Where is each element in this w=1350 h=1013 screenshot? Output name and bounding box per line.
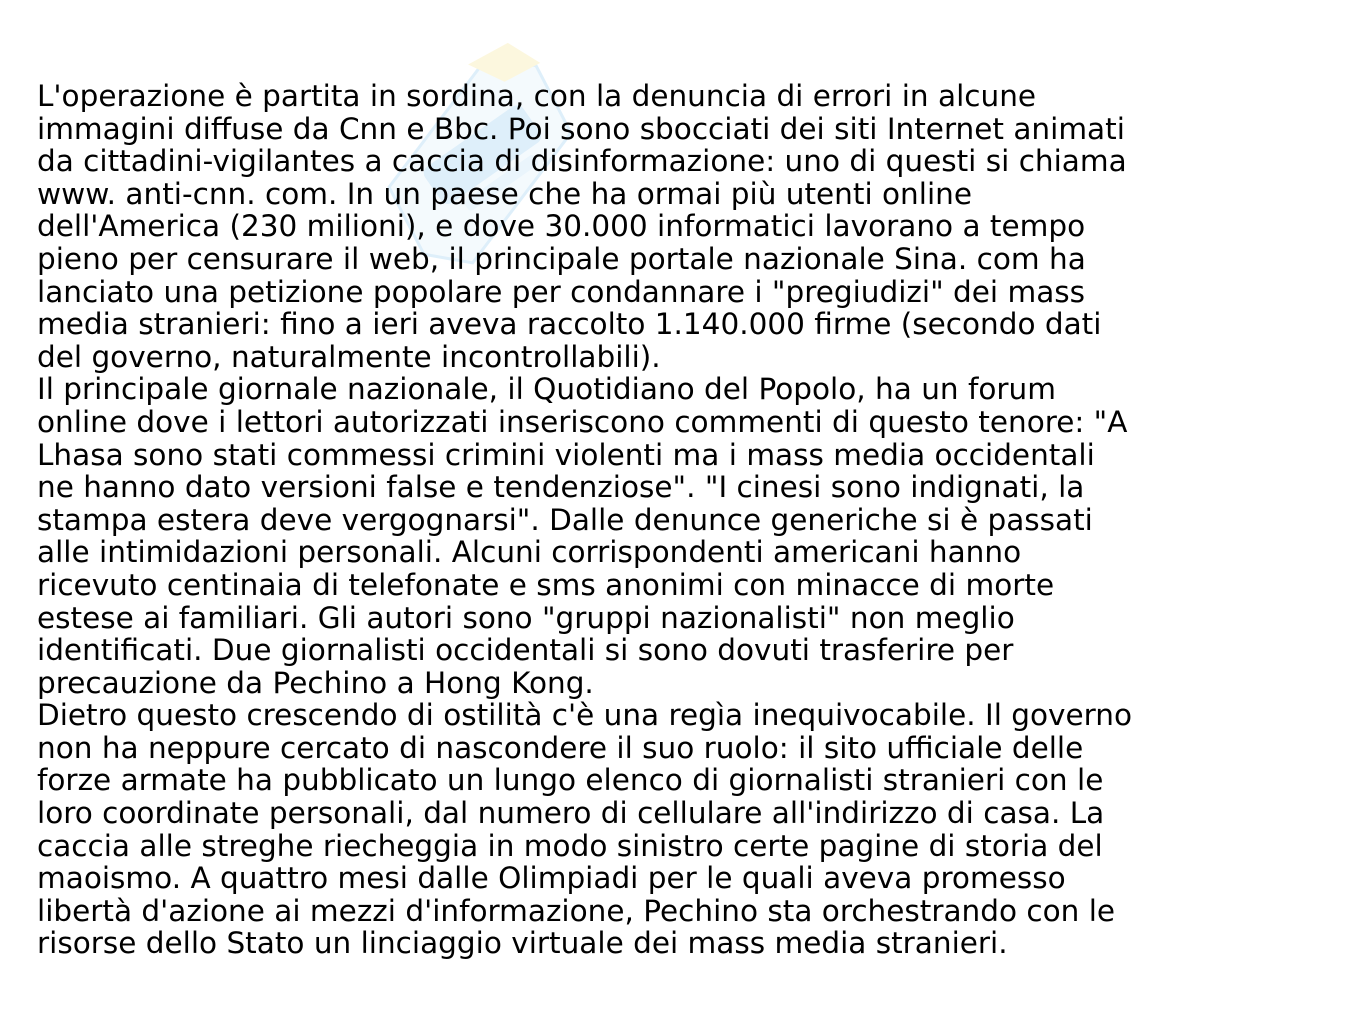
- article-text: [37, 80, 1327, 960]
- paragraph-2: Il principale giornale nazionale, il Quotidiano del Popolo, ha un forum online dove i lettori autorizzati inseriscono commenti di questo tenore: "A Lhasa sono stati commessi crimini violenti ma i mass media occidentali ne hanno dato versioni false e tendenziose". "I cinesi sono indignati, la stampa estera deve vergognarsi". Dalle denunce generiche si è passati alle intimidazioni personali. Alcuni corrispondenti americani hanno ricevuto centinaia di telefonate e sms anonimi con minacce di morte estese ai familiari. Gli autori sono "gruppi nazionalisti" non meglio identificati. Due giornalisti occidentali si sono dovuti trasferire per precauzione da Pechino a Hong Kong.: [37, 372, 1128, 700]
- paragraph-3: Dietro questo crescendo di ostilità c'è una regìa inequivocabile. Il governo non ha neppure cercato di nascondere il suo ruolo: il sito ufficiale delle forze armate ha pubblicato un lungo elenco di giornalisti stranieri con le loro coordinate personali, dal numero di cellulare all'indirizzo di casa. La caccia alle streghe riecheggia in modo sinistro certe pagine di storia del maoismo. A quattro mesi dalle Olimpiadi per le quali aveva promesso libertà d'azione ai mezzi d'informazione, Pechino sta orchestrando con le risorse dello Stato un linciaggio virtuale dei mass media stranieri.: [37, 698, 1133, 961]
- paragraph-1: L'operazione è partita in sordina, con la denuncia di errori in alcune immagini diffuse da Cnn e Bbc. Poi sono sbocciati dei siti Internet animati da cittadini-vigilantes a caccia di disinformazione: uno di questi si chiama www. anti-cnn. com. In un paese che ha ormai più utenti online dell'America (230 milioni), e dove 30.000 informatici lavorano a tempo pieno per censurare il web, il principale portale nazionale Sina. com ha lanciato una petizione popolare per condannare i "pregiudizi" dei mass media stranieri: fino a ieri aveva raccolto 1.140.000 firme (secondo dati del governo, naturalmente incontrollabili).: [37, 79, 1127, 374]
